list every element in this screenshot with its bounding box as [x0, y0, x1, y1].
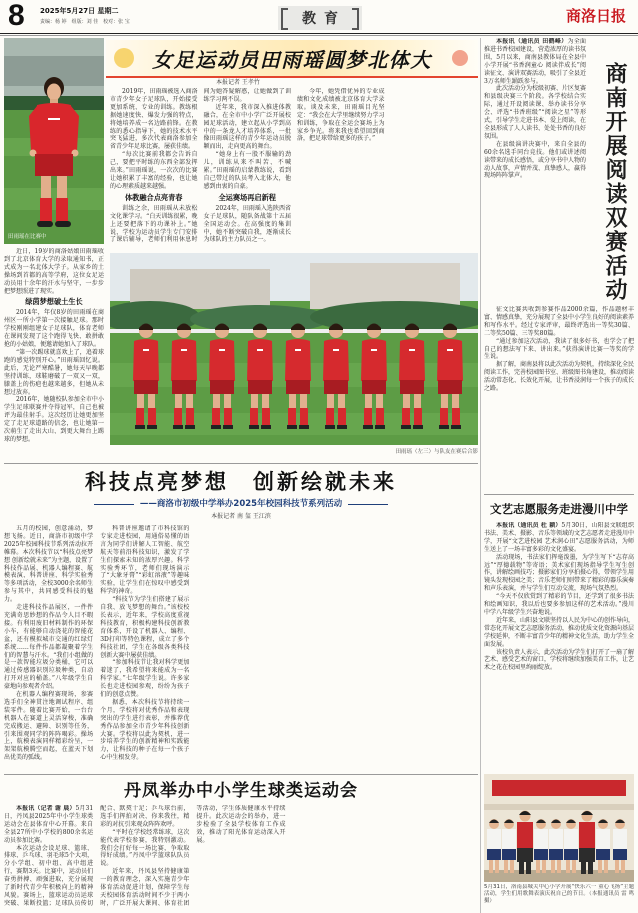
- decor-line: [94, 504, 134, 505]
- paragraph: 据悉，本次科技节将持续一个月，学校将对优秀作品和表现突出的学生进行表彰，并推荐优秀作品参加全市青少年科技创新大赛。学校将以此为契机，进一步培养学生的创新精神和实践能力，让科技的种子在每一个孩子心中生根发芽。: [100, 698, 190, 762]
- paragraph: 在机器人编程赛现场，参赛选手们全神贯注地调试程序、组装零件。随着比赛开始，一台台机器人在赛道上灵活穿梭，准确完成搬运、避障、识别等任务，引来围观同学的阵阵喝彩。操场上，航模表演同样精彩纷呈，一架架航模腾空而起，在蓝天下划出优美的弧线。: [4, 691, 94, 762]
- photo-team-caption: 田雨瑶（左三）与队友在赛后合影: [395, 449, 478, 455]
- paragraph: 近年来，我市深入推进体教融合，在全市中小学广泛开展校园足球活动，建立起从小学到高中的一条龙人才培养体系，一批像田雨瑶这样的青少年运动员脱颖而出，走向更高的舞台。: [203, 103, 291, 151]
- photo-player-portrait: [4, 38, 104, 244]
- paragraph: 近日，19岁的商洛姑娘田雨瑶收到了北京体育大学的录取通知书，正式成为一名北体大学子。从家乡的土操场到首都的高等学府，这位女足运动员用十余年的汗水与坚守，一步步把梦想照进了现实。: [4, 248, 104, 295]
- paragraph: “每次比赛前我都会告诉自己，要把平时练的东西全部发挥出来。”田雨瑶说，一次次的比赛让她积累了丰富的经验，也让她的心理素质越来越强。: [110, 151, 198, 190]
- photo-children-caption: 5月31日，洛南县城关中心小学开展“快乐六一 童心飞扬”主题活动，学生们用歌舞表演庆祝自己的节日。（本报通讯员 雷 鸣 摄）: [484, 884, 634, 904]
- section-label: [278, 6, 362, 30]
- science-festival-body: [4, 525, 478, 769]
- subheadline-science-festival: [4, 499, 478, 510]
- paragraph: “参加科技节让我对科学更加着迷了，我希望将来能成为一名科学家。”七年级学生说。许多家长也走进校园参观，纷纷为孩子们的创意点赞。: [100, 659, 190, 699]
- subheading: 绿茵梦想破土生长: [25, 297, 83, 307]
- paragraph: 2019年，田雨瑶被选入商洛市青少年女子足球队，开始接受更加系统、专业的训练。教练根据她速度快、爆发力强的特点，将她培养成一名边路前锋。在教练的悉心指导下，她的技术水平突飞猛进，多次代表商洛参加全省青少年足球比赛，屡获佳绩。: [110, 88, 198, 151]
- paragraph: “通过参加这次活动，我读了很多好书，也学会了把自己的想法写下来、讲出来。”获得演讲比赛一等奖的学生说。: [484, 337, 634, 361]
- subheadline-text: ——商洛市初级中学举办2025年校园科技节系列活动: [139, 499, 343, 509]
- paragraph: 征文比赛共收到参赛作品2000余篇，作品题材丰富、情感真挚，充分展现了全县中小学生良好的阅读素养和写作水平。经过专家评审，最终评选出一等奖30篇、二等奖50篇、三等奖80篇。: [484, 306, 634, 337]
- section-label-text: 教育: [302, 11, 346, 27]
- paragraph: 在县级演讲决赛中，来自全县的60余名选手同台竞技。他们或讲述阅读带来的成长感悟，或分享书中人物的动人故事，声情并茂、真挚感人，赢得现场阵阵掌声。: [484, 140, 586, 180]
- headline-football-player: 女足运动员田雨瑶圆梦北体大: [152, 47, 432, 72]
- subheading: 全运赛场再启新程: [218, 192, 276, 202]
- paragraph: 五月的校园，创意涌动，梦想飞扬。近日，商洛市初级中学2025年校园科技节系列活动拉开帷幕。本次科技节以“科技点亮梦想 创新绘就未来”为主题，设置了科技作品展、机器人编程赛、航模表演、科普讲座、科学实验秀等多项活动，全校3000余名师生参与其中，共同感受科技的魅力。: [4, 525, 94, 604]
- paragraph: 科普讲座邀请了市科技馆的专家走进校园，用通俗易懂的语言为同学们讲解人工智能、航空航天等前沿科技知识，激发了学生们探索未知的浓厚兴趣。科学实验秀环节，老师们现场演示了“大象牙膏”“彩虹溶液”等趣味实验，让学生们在惊叹中感受到科学的神奇。: [100, 525, 190, 596]
- paragraph-text: 5月30日，山阳县文联组织书法、美术、摄影、音乐等领域的文艺志愿者走进漫川中学，开展“文艺进校园 艺术润心田”志愿服务活动，为师生送上了一场丰富多彩的文化盛宴。: [484, 522, 634, 553]
- paragraph-text: 5月31日，丹凤县2025年中小学生球类运动会在县体育中心开幕。来自全县27所中小学校的800余名运动员参加比赛。: [4, 805, 94, 844]
- volunteer-service-body: [484, 522, 634, 770]
- paragraph: 近年来，山阳县文联坚持以人民为中心的创作导向，常态化开展文艺志愿服务活动，推动优质文化资源向基层学校延伸，不断丰富青少年的精神文化生活，助力学生全面发展。: [484, 616, 634, 648]
- newspaper-logo: 商洛日报: [566, 7, 627, 25]
- headline-science-festival: 科技点亮梦想 创新绘就未来: [85, 470, 397, 494]
- header-rule-thin: [0, 35, 638, 36]
- paragraph: “平时在学校经常练球，这次能代表学校参赛，我特别激动。我们会打好每一场比赛，争取取得好成绩。”丹凤中学篮球队队员说。: [100, 828, 190, 868]
- paragraph: “今天不仅欣赏到了精彩的节目，还学到了很多书法和绘画知识，我以后也要多参加这样的艺术活动。”漫川中学八年级学生兴奋地说。: [484, 593, 634, 616]
- reading-contest-body: [484, 38, 586, 302]
- decor-line: [348, 504, 388, 505]
- paragraph: 此次活动分为校级初赛、片区复赛和县级决赛三个阶段。各学校结合实际，通过开设阅读课、举办读书分享会、评选“书香班级”“阅读之星”等形式，引导学生走进书本、爱上阅读，在全县形成了人人读书、处处书香的良好氛围。: [484, 85, 586, 140]
- paragraph: 2024年，田雨瑶入选陕西省女子足球队，随队备战第十五届全国运动会。在高强度的集训中，她不断突破自我，逐渐成长为球队的主力队员之一。: [203, 204, 291, 244]
- paragraph: 活动现场，书法家们挥毫泼墨，为学生写下“志存高远”“厚德载物”等寄语；美术家们现场指导学生写生创作，讲解绘画技巧；摄影家们分享拍摄心得，带领学生用镜头发现校园之美；音乐老师们则带来了精彩的器乐演奏和声乐表演，并与学生们互动交流，现场气氛热烈。: [484, 553, 634, 593]
- reading-contest-body-continued: [484, 306, 634, 490]
- column-divider: [480, 38, 481, 913]
- paragraph: 该校负责人表示，此次活动为学生们打开了一扇了解艺术、感受艺术的窗口，学校将继续加强美育工作，让艺术之花在校园里绚丽绽放。: [484, 648, 634, 672]
- paragraph: 近年来，丹凤县坚持健康第一的教育理念，深入实施青少年体育活动促进计划，保障学生每天校园体育活动时间不少于两小时，广泛开展大课间、体育社团等活动，学生体质健康水平持续提升。此次运动会的举办，进一步检验了全县学校体育工作成效，推动了阳光体育运动深入开展。: [100, 805, 286, 907]
- paragraph: [484, 38, 586, 85]
- article-body-columns: [110, 88, 478, 250]
- paragraph: [4, 805, 93, 845]
- dateline: 本报讯（记者 谢 晨）: [16, 805, 76, 812]
- paragraph: 本次运动会设足球、篮球、排球、乒乓球、羽毛球5个大项，分小学组、初中组、高中组进行，赛期3天。比赛中，运动员们奋勇拼搏、顽强进取，充分展现了新时代青少年积极向上的精神风貌。赛场上，篮球运动员运球突破、果断投篮；足球队员传切配合、默契十足；乒乓球台前，选手们挥拍对决、你来我往，精彩的对抗引来观众阵阵欢呼。: [4, 805, 190, 907]
- paragraph: 2014年，年仅8岁的田雨瑶在商州区一所小学第一次接触足球。那时学校刚刚组建女子足球队，体育老师在课间发现了这个跑得飞快、敢拼敢抢的小姑娘，便邀请她加入了球队。: [4, 309, 104, 349]
- photo-team-group: [110, 253, 478, 445]
- photo-children-event-image: [484, 774, 634, 882]
- dateline: 本报讯（通讯员 田鹤峰）: [496, 38, 568, 45]
- headline-volunteer-service: 文艺志愿服务走进漫川中学: [490, 502, 628, 516]
- byline: 本报记者 王孝竹: [216, 79, 260, 86]
- headline-ball-games: 丹凤举办中小学生球类运动会: [124, 781, 358, 801]
- dateline: 本报讯（通讯员 杜 颖）: [496, 522, 562, 529]
- ball-games-body: [4, 805, 478, 911]
- paragraph: “科技节为学生们搭建了展示自我、放飞梦想的舞台。”该校校长表示，近年来，学校高度重视科技教育，积极构建科技创新教育体系，开设了机器人、编程、3D打印等特色课程，成立了多个科技社团，学生在各级各类科技创新大赛中屡获佳绩。: [100, 596, 190, 659]
- photo-team-group-image: [110, 253, 478, 445]
- issue-date: 2025年5月27日 星期二: [40, 7, 119, 15]
- paragraph: 2016年，她随校队参加全市中小学生足球联赛并夺得冠军，自己也被评为最佳射手。这次经历让她更加坚定了走足球道路的信念，也让她第一次萌生了走出大山、到更大舞台上踢球的梦想。: [4, 396, 104, 443]
- subheading: 体教融合点亮青春: [124, 192, 183, 202]
- paragraph: [484, 522, 634, 554]
- paragraph: 今年，她凭借优异的专业成绩和文化成绩被北京体育大学录取。谈及未来，田雨瑶目光坚定：“我会在大学里继续努力学习和训练，争取在全运会赛场上为家乡争光。将来我也希望回到商洛，把足球带给更多的孩子。”: [297, 88, 385, 143]
- page-number: 8: [8, 0, 25, 32]
- photo-player-caption: 田雨瑶在比赛中: [8, 234, 47, 240]
- paragraph: 据了解，商南县将以此次活动为契机，持续深化全民阅读工作，完善校园图书室、班级图书角建设，推动阅读活动常态化、长效化开展，让书香浸润每一个孩子的成长之路。: [484, 361, 634, 393]
- paragraph: 走进科技作品展区，一件件充满奇思妙想的作品令人目不暇接。有利用废旧材料制作的环保小车，有能够自动浇花的智能花盆，还有模拟城市交通的红绿灯系统……每件作品都凝聚着学生们的智慧与汗水。“我们小组做的是一款智能垃圾分类桶，它可以通过传感器识别垃圾种类，自动打开对应的桶盖。”八年级学生自豪地向参观者介绍。: [4, 604, 94, 691]
- paragraph: 训练之余，田雨瑶从未放松文化课学习。“白天训练很累，晚上还要把落下的功课补上。”她说，学校为运动员学生专门安排了课后辅导，老师们利用休息时间为她答疑解惑，让她做到了训练学习两不误。: [110, 88, 291, 244]
- article-divider: [484, 494, 634, 495]
- photo-player-portrait-image: [4, 38, 104, 244]
- paragraph: “第一次踢球就喜欢上了，追着球跑的感觉特别开心。”田雨瑶回忆说。此后，无论严寒酷暑，她每天早晚都坚持训练，球鞋磨破了一双又一双，膝盖上的伤疤也越来越多，但她从未想过放弃。: [4, 348, 104, 396]
- headline-reading-contest: 商南开展阅读双赛活动: [602, 62, 627, 302]
- article-body-column: [4, 248, 104, 460]
- photo-children-event: [484, 774, 634, 882]
- byline: 本报记者 南 玺 王江滨: [211, 513, 271, 520]
- paragraph: “她身上有一股不服输的劲儿，训练从来不叫苦、不喊累。”田雨瑶的启蒙教练说，看到自己带过的队员考入北体大，他感到由衷的自豪。: [203, 151, 291, 190]
- paragraph-text: 为全面推进书香校园建设，营造浓厚的读书氛围，5月以来，商南县教体局在全县中小学开展“书香润童心 阅读伴成长”阅读征文、演讲双赛活动，吸引了全县近3万名师生踊跃参与。: [484, 38, 586, 85]
- headline-banner: [106, 40, 478, 78]
- editor-credits: 责编：杨 婷 组版：刘 佳 校对：张 宝: [40, 19, 130, 25]
- article-divider: [4, 463, 478, 464]
- header-rule: [0, 33, 638, 34]
- article-divider: [4, 774, 478, 775]
